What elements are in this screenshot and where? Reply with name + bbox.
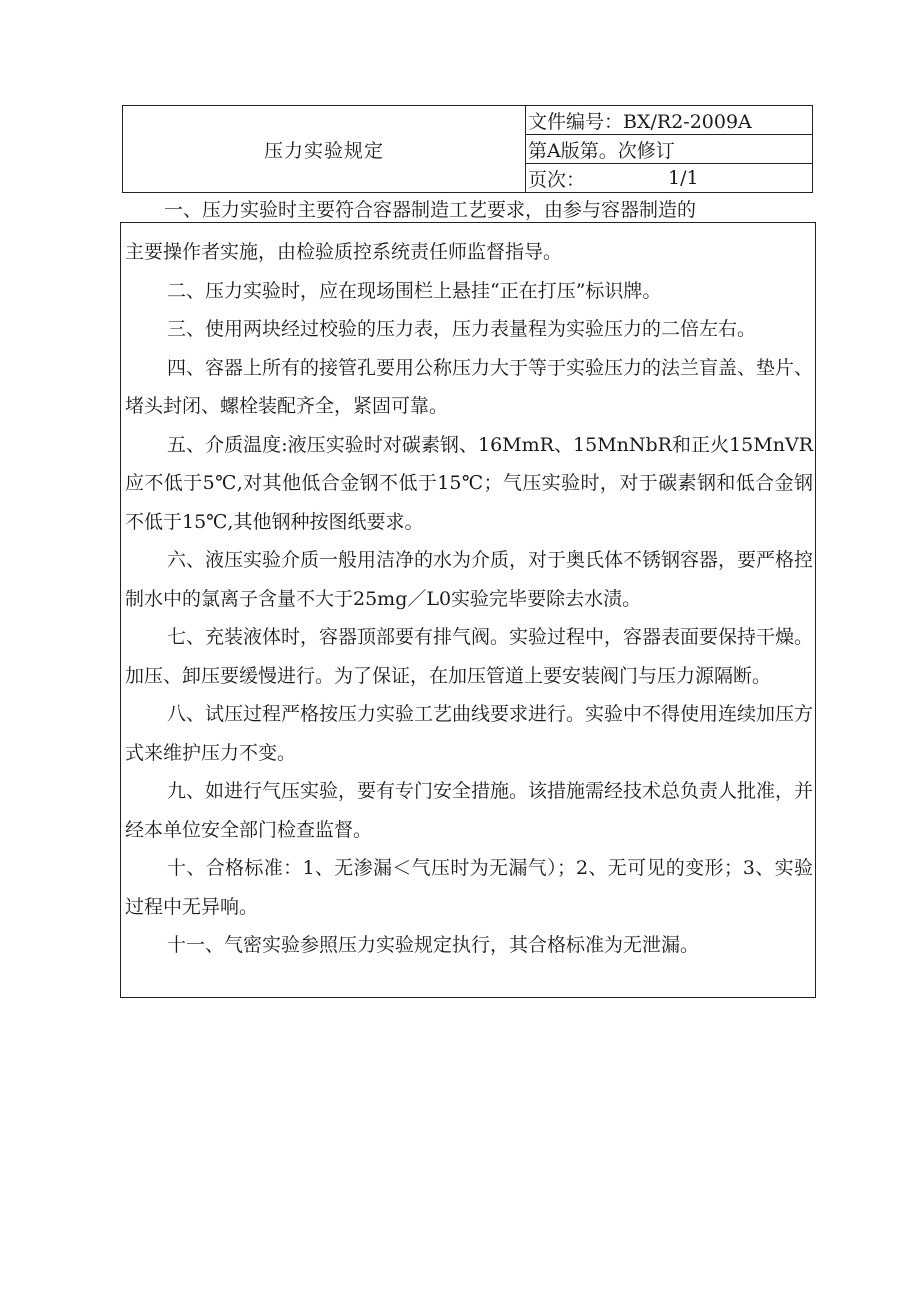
paragraph-8: 八、试压过程严格按压力实验工艺曲线要求进行。实验中不得使用连续加压方式来维护压力不变。 xyxy=(125,703,814,764)
paragraph-6: 六、液压实验介质一般用洁净的水为介质，对于奥氏体不锈钢容器，要严格控制水中的氯离子含量不大于25mg／L0实验完毕要除去水渍。 xyxy=(125,549,814,610)
paragraph-1-first-line: 一、压力实验时主要符合容器制造工艺要求，由参与容器制造的 xyxy=(164,199,697,221)
paragraph-5: 五、介质温度:液压实验时对碳素钢、16MmR、15MnNbR和正火15MnVR应不低于5℃,对其他低合金钢不低于15℃；气压实验时，对于碳素钢和低合金钢不低于15℃,其他钢种按图纸要求。 xyxy=(125,433,813,533)
content-box xyxy=(120,222,816,998)
paragraph-3: 三、使用两块经过校验的压力表，压力表量程为实验压力的二倍左右。 xyxy=(167,318,757,340)
page-info xyxy=(526,164,812,192)
paragraph-7: 七、充装液体时，容器顶部要有排气阀。实验过程中，容器表面要保持干燥。加压、卸压要缓慢进行。为了保证，在加压管道上要安装阀门与压力源隔断。 xyxy=(125,626,814,687)
doc-number: 文件编号：BX/R2-2009A xyxy=(526,106,812,135)
paragraph-4: 四、容器上所有的接管孔要用公称压力大于等于实验压力的法兰盲盖、垫片、堵头封闭、螺栓装配齐全，紧固可靠。 xyxy=(125,356,814,417)
paragraph-9: 九、如进行气压实验，要有专门安全措施。该措施需经技术总负责人批准，并经本单位安全部门检查监督。 xyxy=(125,780,814,841)
paragraph-1-continuation: 主要操作者实施，由检验质控系统责任师监督指导。 xyxy=(125,241,563,263)
page-label: 页次： xyxy=(528,168,586,191)
paragraph-2: 二、压力实验时，应在现场围栏上悬挂“正在打压”标识牌。 xyxy=(167,279,662,302)
page-value: 1/1 xyxy=(668,167,699,189)
document-title: 压力实验规定 xyxy=(123,106,526,192)
paragraph-11: 十一、气密实验参照压力实验规定执行，其合格标准为无泄漏。 xyxy=(167,934,700,956)
document-header-table xyxy=(122,105,813,193)
paragraph-10: 十、合格标准：1、无渗漏＜气压时为无漏气）；2、无可见的变形；3、实验过程中无异响。 xyxy=(125,857,813,918)
document-meta xyxy=(526,106,812,192)
content-text xyxy=(121,223,815,965)
doc-version: 第A版第。次修订 xyxy=(526,135,812,164)
